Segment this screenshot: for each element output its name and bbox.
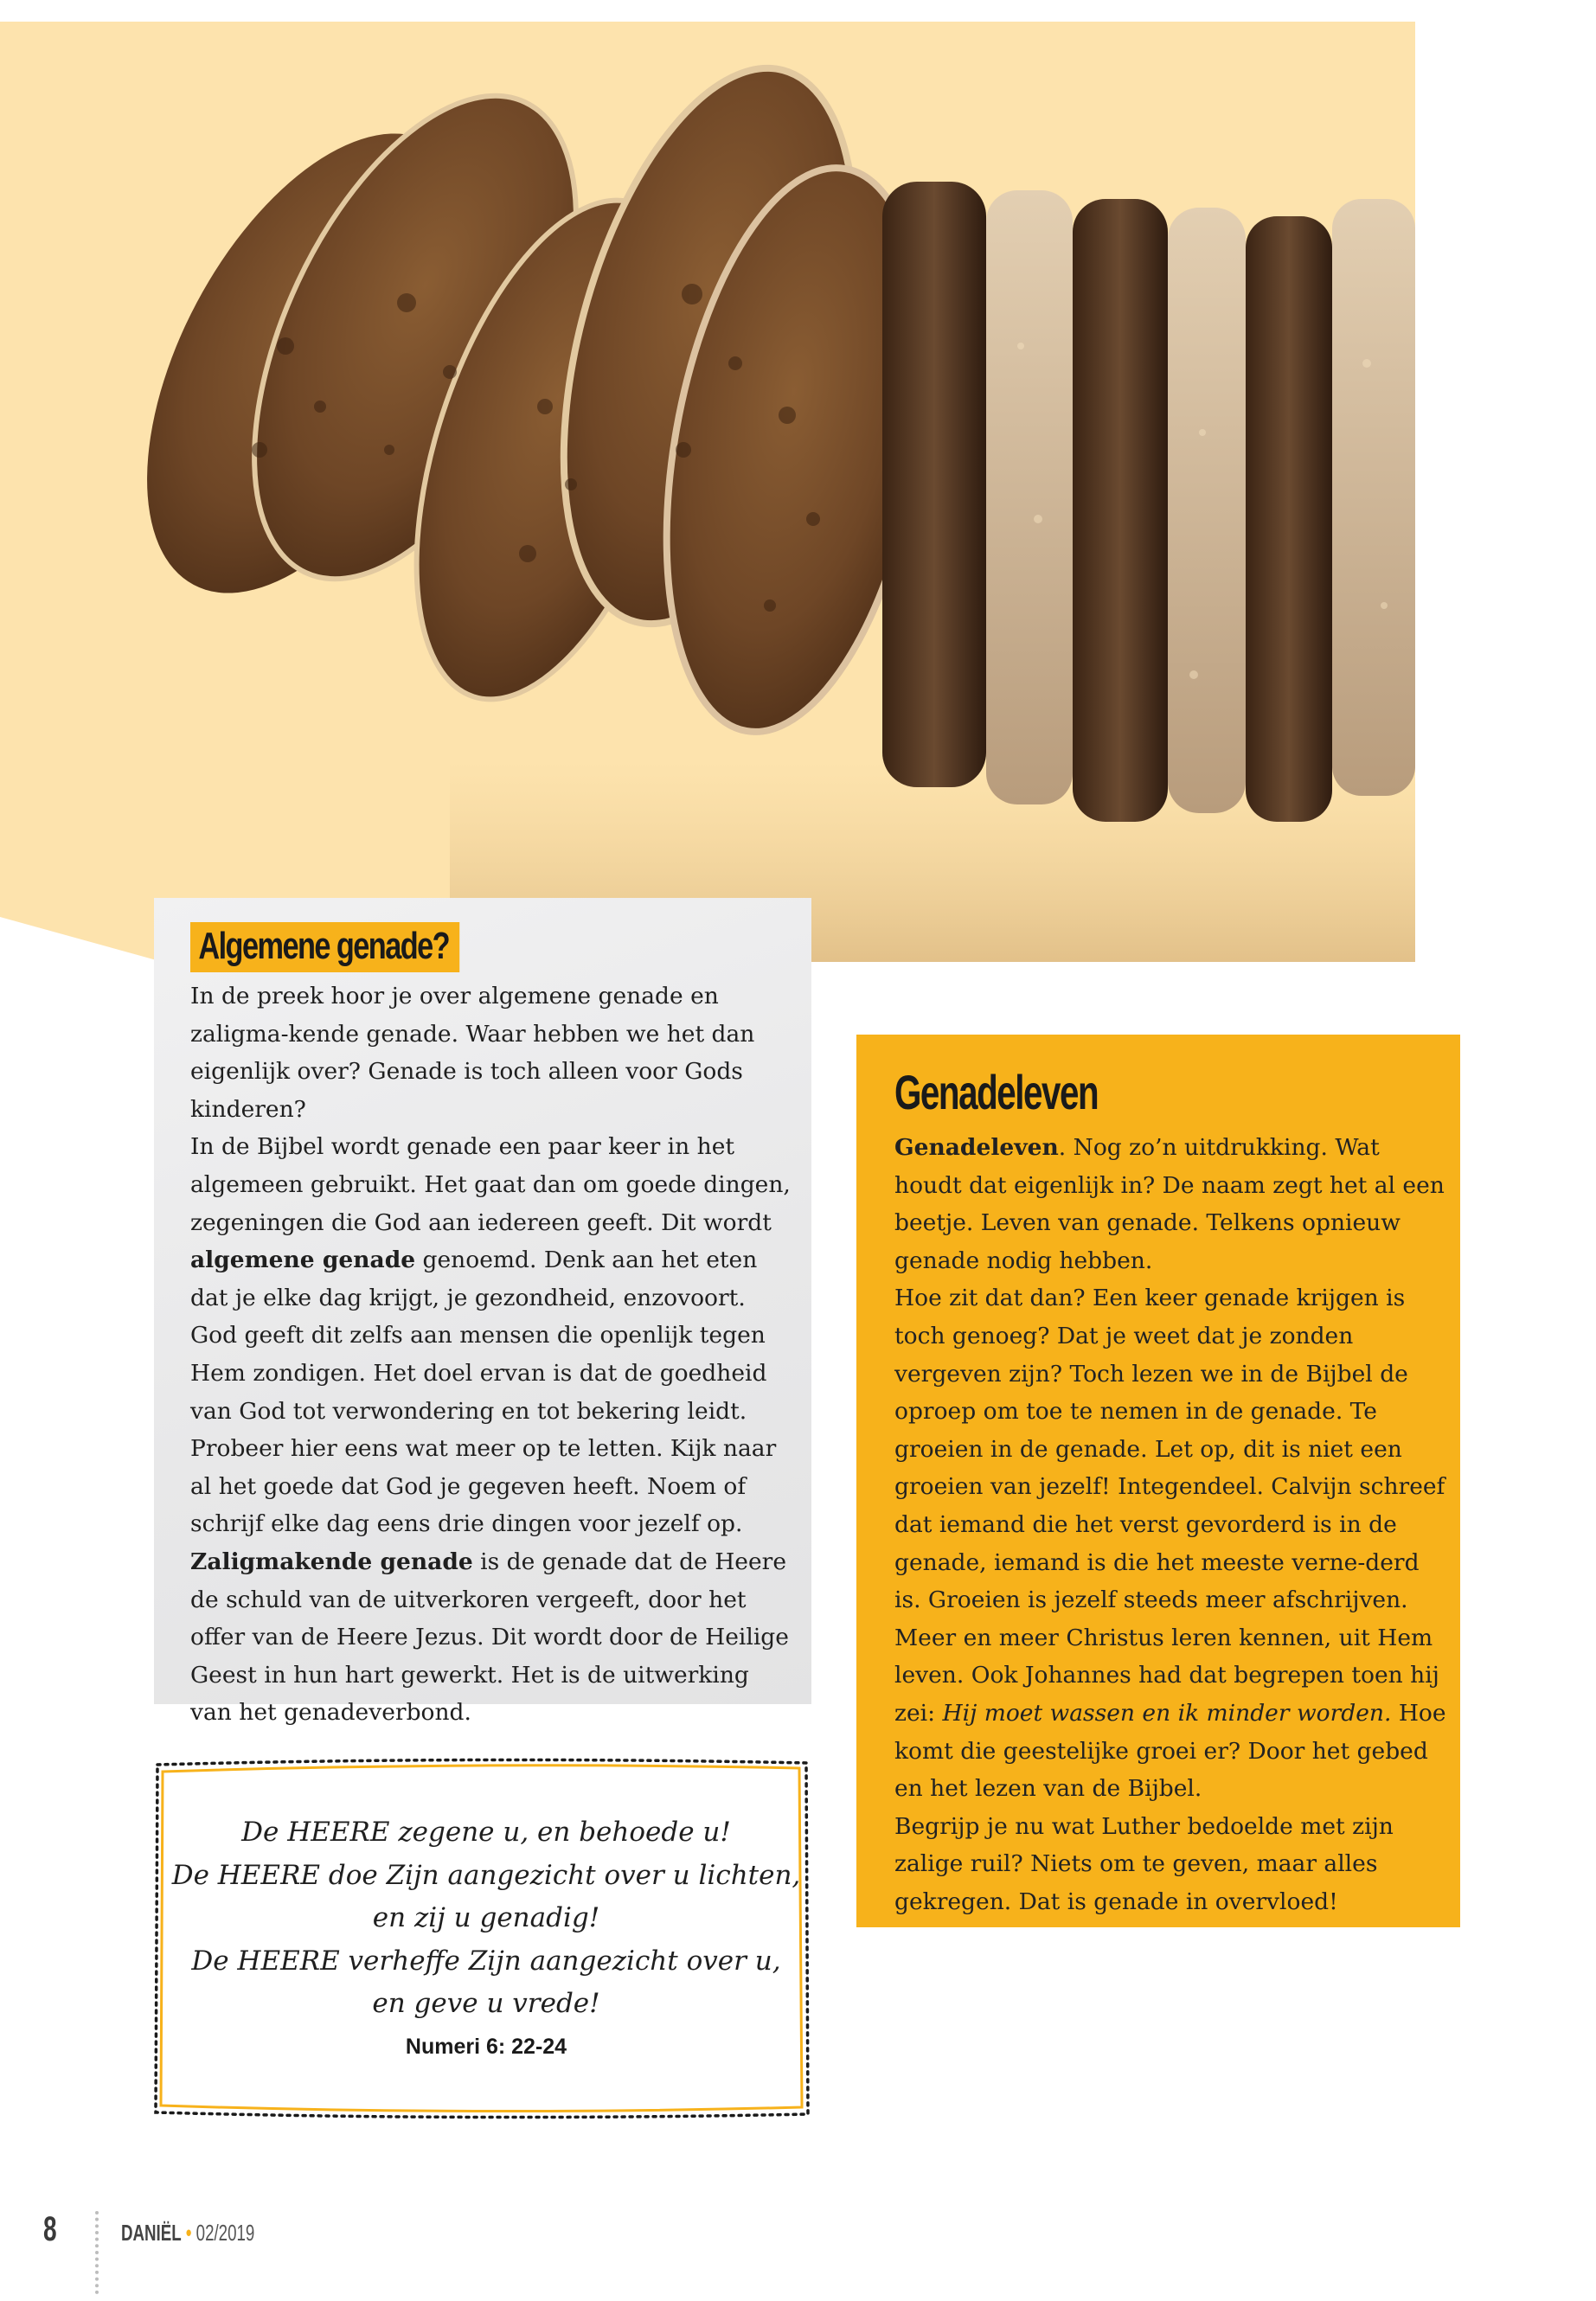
algemene-genade-text <box>190 977 796 1732</box>
hero-bread-image <box>0 0 1596 986</box>
italic-quote: Hij moet wassen en ik minder worden. <box>942 1699 1392 1727</box>
bold-term: algemene genade <box>190 1247 416 1274</box>
paragraph: Hoe zit dat dan? Een keer genade krijgen is toch genoeg? Dat je weet dat je zonden vergeven zijn? Toch lezen we in de Bijbel de oproep om toe te nemen in de genade. Te groeien in de genade. Let op, dit is niet een groeien van jezelf! Integendeel. Calvijn schreef dat iemand die het verst gevorderd is in de genade, iemand is die het meeste verne-derd is. Groeien is jezelf steeds meer afschrijven. Meer en meer Christus leren kennen, uit Hem leven. Ook Johannes had dat begrepen toen hij zei: Hij moet wassen en ik minder worden. Hoe komt die geestelijke groei er? Door het gebed en het lezen van de Bijbel. <box>894 1285 1446 1803</box>
quote-line: De HEERE zegene u, en behoede u! <box>241 1817 731 1848</box>
quote-line: De HEERE verheffe Zijn aangezicht over u, <box>191 1945 781 1977</box>
blessing-quote-text <box>157 1811 815 2026</box>
paragraph: In de Bijbel wordt genade een paar keer in het algemeen gebruikt. Het gaat dan om goede dingen, zegeningen die God aan iedereen geeft. Dit wordt algemene genade genoemd. Denk aan het eten dat je elke dag krijgt, je gezondheid, enzovoort. God geeft dit zelfs aan mensen die openlijk tegen Hem zondigen. Het doel ervan is dat de goedheid van God tot verwondering en tot bekering leidt. Probeer hier eens wat meer op te letten. Kijk naar al het goede dat God je gegeven heeft. Noem of schrijf elke dag eens drie dingen voor jezelf op. <box>190 1133 791 1538</box>
bold-term: Genadeleven <box>894 1134 1059 1161</box>
quote-line: De HEERE doe Zijn aangezicht over u lichten, <box>171 1859 801 1891</box>
paragraph: Begrijp je nu wat Luther bedoelde met zijn zalige ruil? Niets om te geven, maar alles gekregen. Dat is genade in overvloed! <box>894 1812 1394 1915</box>
page-number: 8 <box>43 2210 57 2248</box>
quote-line: en geve u vrede! <box>372 1988 600 2020</box>
genadeleven-text <box>894 1129 1448 1920</box>
bold-term: Zaligmakende genade <box>190 1548 473 1575</box>
quote-line: en zij u genadig! <box>372 1902 600 1934</box>
footer-divider <box>95 2211 101 2294</box>
bible-reference: Numeri 6: 22-24 <box>405 2035 567 2059</box>
footer-magazine-label <box>121 2220 254 2247</box>
bread-slices-illustration <box>0 0 1596 986</box>
genadeleven-title: Genadeleven <box>894 1065 1099 1119</box>
bullet-separator: • <box>185 2220 192 2246</box>
algemene-genade-title: Algemene genade? <box>190 922 460 972</box>
paragraph: In de preek hoor je over algemene genade en zaligma-kende genade. Waar hebben we het dan eigenlijk over? Genade is toch alleen voor Gods kinderen? <box>190 983 755 1123</box>
magazine-name: DANIËL <box>121 2220 182 2246</box>
paragraph: Genadeleven. Nog zo’n uitdrukking. Wat houdt dat eigenlijk in? De naam zegt het al een beetje. Leven van genade. Telkens opnieuw genade nodig hebben. <box>894 1134 1445 1274</box>
issue-number: 02/2019 <box>195 2220 255 2246</box>
paragraph: Zaligmakende genade is de genade dat de Heere de schuld van de uitverkoren vergeeft, door het offer van de Heere Jezus. Dit wordt door de Heilige Geest in hun hart gewerkt. Het is de uitwerking van het genadeverbond. <box>190 1548 789 1727</box>
